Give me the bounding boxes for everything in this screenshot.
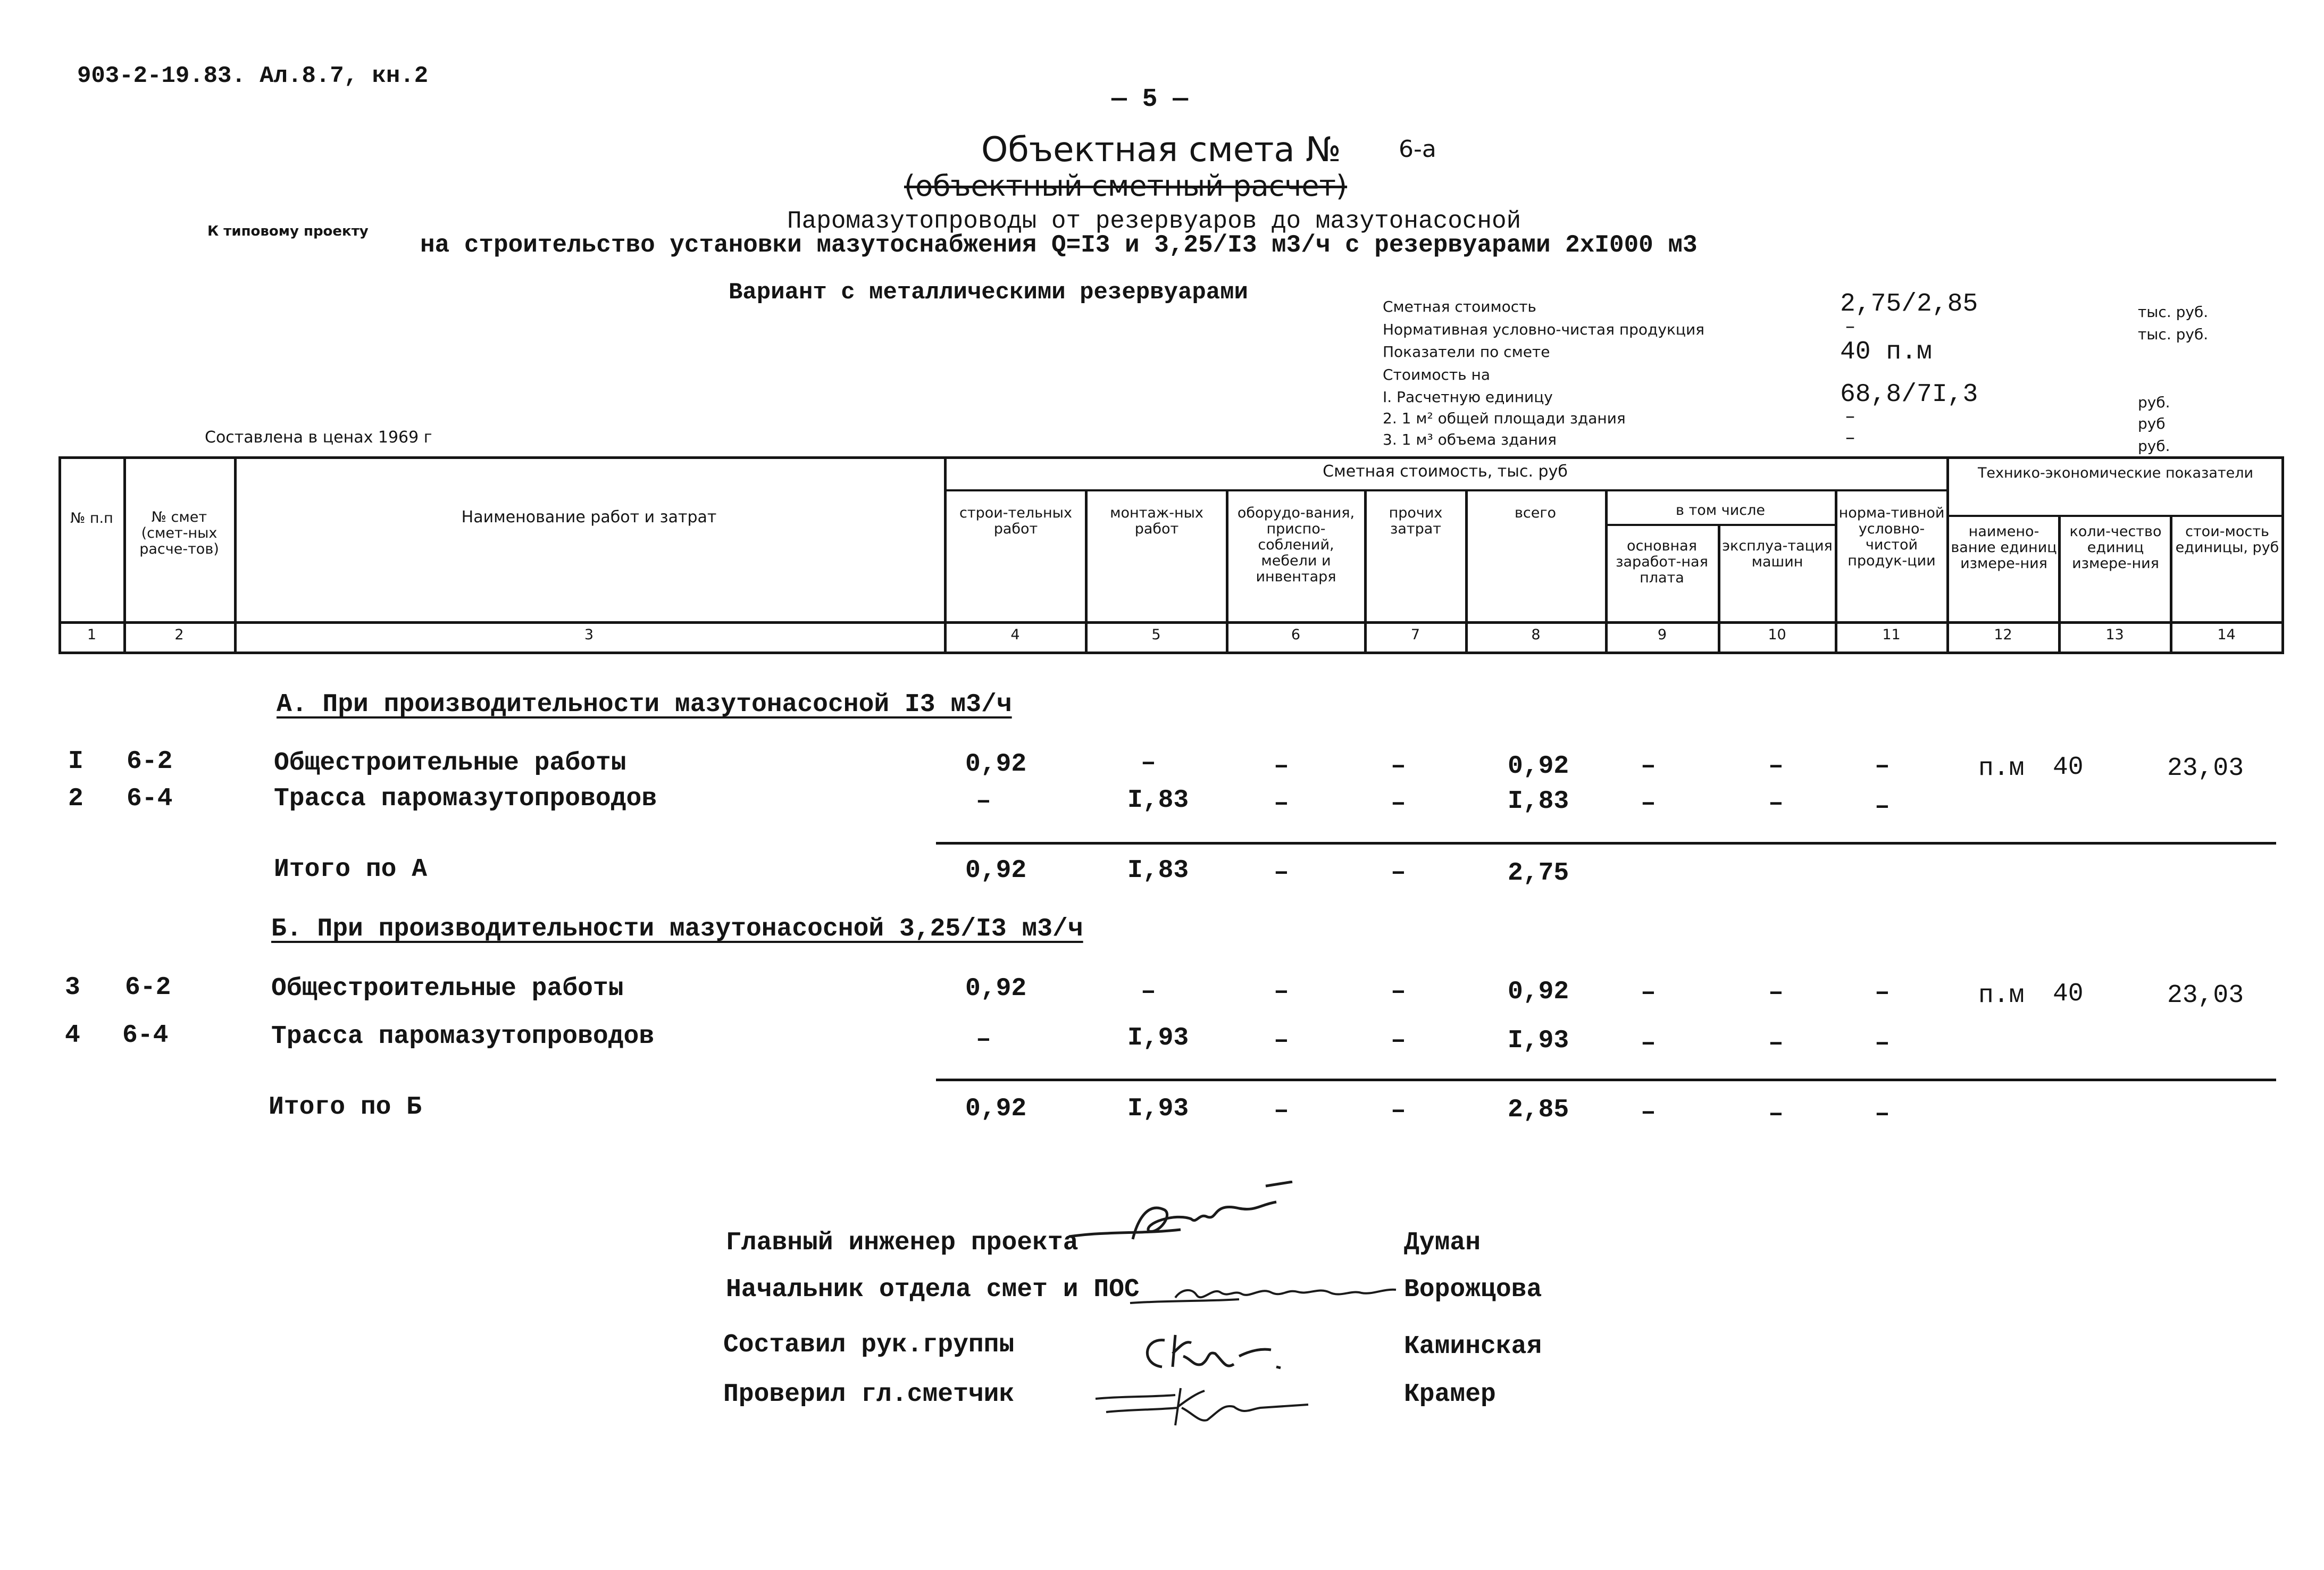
hdr-col-1: № п.п (70, 510, 113, 527)
hdr-group-tech: Технико-экономические показатели (1977, 465, 2254, 481)
row-work-name: Трасса паромазутопроводов (274, 784, 657, 813)
hdr-col-7: прочих затрат (1389, 505, 1443, 537)
total-a-construction: 0,92 (965, 856, 1027, 885)
signature-role: Проверил гл.сметчик (723, 1380, 1015, 1409)
row-installation: I,93 (1127, 1024, 1189, 1053)
row-wages: – (1641, 1029, 1656, 1058)
signature-name: Крамер (1404, 1380, 1496, 1409)
summary-unit-value: 68,8/7I,3 (1840, 380, 1978, 409)
total-b-machines: – (1768, 1100, 1784, 1129)
signature-role: Составил рук.группы (723, 1331, 1015, 1359)
total-a-installation: I,83 (1127, 856, 1189, 885)
summary-unit-label: I. Расчетную единицу (1383, 388, 1553, 406)
hdr-col-5: монтаж-ных работ (1110, 505, 1203, 537)
section-b-heading: Б. При производительности мазутонасосной 3,25/I3 м3/ч (271, 915, 1083, 943)
hdr-col-11: норма-тивной условно-чистой продук-ции (1838, 505, 1945, 569)
row-equipment: – (1274, 752, 1289, 781)
col-line (58, 456, 61, 654)
total-b-construction: 0,92 (965, 1095, 1027, 1123)
signature-role: Начальник отдела смет и ПОС (726, 1275, 1140, 1304)
row-machines: – (1768, 979, 1784, 1007)
col-number: 13 (2105, 627, 2124, 643)
summary-npp-unit: тыс. руб. (2138, 325, 2209, 343)
row-total: 0,92 (1508, 752, 1569, 781)
row-total: 0,92 (1508, 978, 1569, 1006)
row-wages: – (1641, 979, 1656, 1007)
row-index: I (68, 747, 83, 776)
row-net-product: – (1875, 752, 1890, 781)
summary-area-unit: руб (2138, 415, 2166, 432)
row-total: I,83 (1508, 787, 1569, 816)
hdr-col-8: всего (1514, 505, 1557, 521)
signature-scribble-1 (1058, 1181, 1314, 1250)
total-b-net-product: – (1875, 1100, 1890, 1129)
summary-area-label: 2. 1 м² общей площади здания (1383, 410, 1626, 427)
col-line (944, 456, 947, 654)
row-unit-cost: 23,03 (2167, 981, 2244, 1010)
row-net-product: – (1875, 979, 1890, 1007)
col-number: 1 (87, 627, 97, 643)
for-project-label: К типовому проекту (207, 223, 369, 239)
row-index: 3 (65, 973, 80, 1002)
col-number: 3 (584, 627, 594, 643)
row-estimate-no: 6-2 (125, 973, 171, 1002)
row-work-name: Общестроительные работы (274, 749, 626, 778)
col-number: 8 (1531, 627, 1541, 643)
row-installation: – (1141, 749, 1156, 778)
total-b-total: 2,85 (1508, 1096, 1569, 1124)
row-installation: I,83 (1127, 786, 1189, 815)
summary-cost-label: Сметная стоимость (1383, 298, 1536, 315)
document-code: 903-2-19.83. Ал.8.7, кн.2 (77, 63, 429, 89)
row-installation: – (1141, 978, 1156, 1006)
total-b-label: Итого по Б (269, 1093, 422, 1122)
row-unit-qty: 40 (2053, 980, 2084, 1008)
row-work-name: Общестроительные работы (271, 974, 624, 1003)
row-machines: – (1768, 789, 1784, 818)
subtitle-line-2: на строительство установки мазутоснабжения Q=I3 и 3,25/I3 м3/ч с резервуарами 2хI000 м3 (420, 231, 1698, 259)
signature-name: Каминская (1404, 1332, 1542, 1361)
row-net-product: – (1875, 1029, 1890, 1058)
row-construction: 0,92 (965, 750, 1027, 779)
row-index: 4 (65, 1021, 80, 1050)
row-other: – (1391, 978, 1406, 1006)
total-a-equipment: – (1274, 858, 1289, 887)
signature-scribble-3 (1133, 1319, 1303, 1377)
col-line (1946, 456, 1949, 654)
row-equipment: – (1274, 978, 1289, 1006)
summary-cost-unit: тыс. руб. (2138, 303, 2209, 321)
summary-npp-value: – (1845, 315, 1855, 337)
hdr-col-13: коли-чество единиц измере-ния (2069, 523, 2162, 572)
row-wages: – (1641, 752, 1656, 781)
signature-scribble-2 (1127, 1274, 1404, 1316)
row-other: – (1391, 752, 1406, 781)
hdr-group-incl: в том числе (1676, 502, 1765, 519)
total-b-other: – (1391, 1097, 1406, 1125)
row-work-name: Трасса паромазутопроводов (271, 1022, 655, 1051)
col-number: 10 (1768, 627, 1786, 643)
row-unit-name: п.м (1978, 981, 2025, 1010)
row-estimate-no: 6-4 (127, 784, 173, 813)
signature-scribble-4 (1090, 1375, 1314, 1433)
summary-indicators-label: Показатели по смете (1383, 343, 1550, 361)
summary-volume-value: – (1845, 427, 1855, 448)
col-line (2281, 456, 2284, 654)
total-a-label: Итого по А (274, 855, 428, 884)
col-number: 5 (1151, 627, 1161, 643)
col-line (234, 456, 237, 654)
section-a-heading: А. При производительности мазутонасосной I3 м3/ч (277, 690, 1012, 719)
row-net-product: – (1875, 792, 1890, 821)
total-b-equipment: – (1274, 1097, 1289, 1125)
col-number: 4 (1010, 627, 1020, 643)
hdr-col-12: наимено-вание единиц измере-ния (1951, 523, 2057, 572)
summary-unit-unit: руб. (2138, 394, 2170, 411)
col-number: 14 (2217, 627, 2236, 643)
total-a-other: – (1391, 858, 1406, 887)
struck-subtitle: (объектный сметный расчет) (904, 169, 1348, 203)
row-index: 2 (68, 784, 83, 813)
hdr-group-cost: Сметная стоимость, тыс. руб (1323, 462, 1568, 481)
col-number: 9 (1657, 627, 1667, 643)
hdr-col-9: основная заработ-ная плата (1616, 538, 1708, 586)
total-b-rule (936, 1079, 2276, 1081)
row-machines: – (1768, 752, 1784, 781)
total-b-wages: – (1641, 1098, 1656, 1127)
row-construction: – (976, 787, 991, 816)
row-wages: – (1641, 789, 1656, 818)
hdr-col-3: Наименование работ и затрат (461, 508, 717, 527)
row-unit-cost: 23,03 (2167, 754, 2244, 783)
variant-label: Вариант с металлическими резервуарами (729, 279, 1248, 306)
prices-year: Составлена в ценах 1969 г (205, 428, 432, 447)
row-other: – (1391, 1026, 1406, 1055)
col-number: 6 (1291, 627, 1301, 643)
hdr-col-2: № смет (смет-ных расче-тов) (139, 509, 219, 557)
col-number: 7 (1410, 627, 1420, 643)
hdr-col-14: стои-мость единицы, руб (2175, 523, 2279, 556)
summary-volume-unit: руб. (2138, 437, 2170, 455)
row-construction: – (976, 1025, 991, 1054)
table-bottom-border (58, 652, 2284, 654)
signature-name: Думан (1404, 1229, 1481, 1257)
row-construction: 0,92 (965, 974, 1027, 1003)
hdr-col-10: эксплуа-тация машин (1722, 538, 1833, 570)
col-number: 11 (1882, 627, 1901, 643)
summary-npp-label: Нормативная условно-чистая продукция (1383, 321, 1704, 338)
summary-indicators-value: 40 п.м (1840, 338, 1932, 366)
group-tech-divider (1946, 515, 2284, 517)
signature-name: Ворожцова (1404, 1275, 1542, 1304)
summary-volume-label: 3. 1 м³ объема здания (1383, 431, 1557, 448)
hdr-col-6: оборудо-вания, приспо-соблений, мебели и инвентаря (1237, 505, 1355, 585)
col-number: 12 (1994, 627, 2012, 643)
row-total: I,93 (1508, 1026, 1569, 1055)
row-machines: – (1768, 1029, 1784, 1058)
total-a-rule (936, 842, 2276, 845)
row-unit-qty: 40 (2053, 753, 2084, 782)
total-b-installation: I,93 (1127, 1095, 1189, 1123)
row-estimate-no: 6-2 (127, 747, 173, 776)
row-estimate-no: 6-4 (122, 1021, 169, 1050)
subtitle-line-1: Паромазутопроводы от резервуаров до мазутонасосной (787, 207, 1522, 235)
page-title: Объектная смета № (981, 130, 1341, 170)
row-unit-name: п.м (1978, 754, 2025, 783)
summary-area-value: – (1845, 405, 1855, 427)
hdr-col-4: строи-тельных работ (959, 505, 1072, 537)
group-cost-divider (944, 489, 1946, 491)
summary-per-label: Стоимость на (1383, 366, 1491, 383)
col-number: 2 (174, 627, 184, 643)
row-equipment: – (1274, 789, 1289, 818)
summary-cost-value: 2,75/2,85 (1840, 290, 1978, 319)
total-a-total: 2,75 (1508, 859, 1569, 888)
table-top-border (58, 456, 2284, 459)
row-equipment: – (1274, 1026, 1289, 1055)
page-number: — 5 — (1111, 85, 1189, 114)
table-numrow-border (58, 621, 2284, 624)
signature-role: Главный инженер проекта (726, 1229, 1079, 1257)
estimate-number: 6-а (1399, 136, 1436, 163)
row-other: – (1391, 789, 1406, 818)
